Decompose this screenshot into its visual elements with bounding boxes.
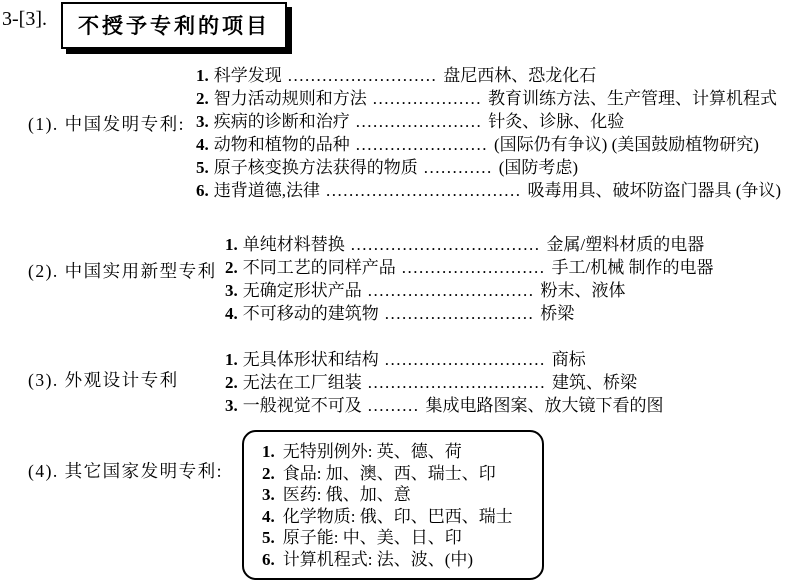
item-number: 2. bbox=[225, 373, 238, 392]
item-number: 1. bbox=[196, 66, 209, 85]
item-label: 不可移动的建筑物 bbox=[242, 304, 379, 323]
item-text: 食品: 加、澳、西、瑞士、印 bbox=[282, 463, 496, 483]
item-number: 5. bbox=[262, 528, 275, 547]
item-value: 桥梁 bbox=[540, 304, 575, 323]
item-number: 3. bbox=[262, 485, 275, 504]
dot-leader: ............................... bbox=[367, 373, 546, 392]
item-number: 4. bbox=[262, 506, 275, 526]
dot-leader: ............................. bbox=[367, 281, 535, 300]
item-label: 无确定形状产品 bbox=[242, 281, 362, 300]
list-item bbox=[225, 348, 664, 371]
list-item bbox=[196, 133, 781, 156]
item-value: 粉末、液体 bbox=[540, 281, 626, 300]
item-number: 3. bbox=[225, 396, 238, 415]
dot-leader: ...................... bbox=[355, 112, 483, 131]
section-2-label: (2). 中国实用新型专利 bbox=[28, 261, 217, 281]
dot-leader: ......... bbox=[367, 396, 420, 415]
dot-leader: ....................... bbox=[355, 135, 488, 154]
list-item bbox=[225, 256, 713, 279]
item-label: 疾病的诊断和治疗 bbox=[213, 112, 350, 131]
item-label: 单纯材料替换 bbox=[242, 235, 345, 254]
section-1-label: (1). 中国发明专利: bbox=[28, 114, 186, 134]
item-value: (国际仍有争议) (美国鼓励植物研究) bbox=[494, 135, 759, 154]
dot-leader: .......................... bbox=[287, 66, 438, 85]
dot-leader: ............ bbox=[423, 158, 493, 177]
list-item bbox=[262, 527, 542, 549]
outline-number: 3-[3]. bbox=[2, 8, 47, 30]
list-item bbox=[262, 484, 542, 506]
item-label: 动物和植物的品种 bbox=[213, 135, 350, 154]
item-value: 集成电路图案、放大镜下看的图 bbox=[425, 396, 664, 415]
item-text: 化学物质: 俄、印、巴西、瑞士 bbox=[282, 506, 513, 526]
item-text: 计算机程式: 法、波、(中) bbox=[282, 549, 474, 569]
list-item bbox=[196, 156, 781, 179]
item-number: 5. bbox=[196, 158, 209, 177]
section-3-label: (3). 外观设计专利 bbox=[28, 370, 179, 390]
item-value: 盘尼西林、恐龙化石 bbox=[443, 66, 597, 85]
section-2-items bbox=[225, 233, 713, 325]
item-label: 原子核变换方法获得的物质 bbox=[213, 158, 418, 177]
item-label: 无法在工厂组装 bbox=[242, 373, 362, 392]
list-item bbox=[262, 441, 542, 463]
section-1-items bbox=[196, 64, 781, 202]
item-value: 针灸、诊脉、化验 bbox=[488, 112, 625, 131]
item-label: 一般视觉不可及 bbox=[242, 396, 362, 415]
item-label: 智力活动规则和方法 bbox=[213, 89, 367, 108]
list-item bbox=[225, 279, 713, 302]
item-value: (国防考虑) bbox=[498, 158, 579, 177]
list-item bbox=[262, 463, 542, 485]
item-value: 商标 bbox=[551, 350, 586, 369]
dot-leader: ................... bbox=[372, 89, 482, 108]
list-item bbox=[225, 371, 664, 394]
dot-leader: ......................... bbox=[401, 258, 546, 277]
list-item bbox=[262, 549, 542, 571]
list-item bbox=[196, 110, 781, 133]
dot-leader: .................................. bbox=[326, 181, 522, 200]
item-number: 1. bbox=[262, 442, 275, 461]
item-text: 无特别例外: 英、德、荷 bbox=[282, 442, 462, 461]
list-item bbox=[225, 394, 664, 417]
dot-leader: ............................ bbox=[384, 350, 546, 369]
item-label: 无具体形状和结构 bbox=[242, 350, 379, 369]
item-value: 吸毒用具、破坏防盗门器具 (争议) bbox=[527, 181, 782, 200]
item-number: 4. bbox=[196, 135, 209, 154]
item-number: 2. bbox=[225, 258, 238, 277]
item-value: 教育训练方法、生产管理、计算机程式 bbox=[488, 89, 777, 108]
item-number: 2. bbox=[196, 89, 209, 108]
list-item bbox=[225, 233, 713, 256]
list-item bbox=[262, 506, 542, 528]
item-value: 建筑、桥梁 bbox=[552, 373, 637, 392]
section-3-items bbox=[225, 348, 664, 417]
item-value: 手工/机械 制作的电器 bbox=[551, 258, 714, 277]
page-title: 不授予专利的项目 bbox=[78, 14, 270, 38]
item-text: 医药: 俄、加、意 bbox=[282, 485, 411, 504]
item-value: 金属/塑料材质的电器 bbox=[546, 235, 705, 254]
list-item bbox=[196, 64, 781, 87]
title-box bbox=[61, 2, 287, 49]
list-item bbox=[225, 302, 713, 325]
item-label: 不同工艺的同样产品 bbox=[242, 258, 396, 277]
item-number: 4. bbox=[225, 304, 238, 323]
section-4-label: (4). 其它国家发明专利: bbox=[28, 461, 224, 481]
item-label: 科学发现 bbox=[213, 66, 282, 85]
item-number: 3. bbox=[196, 112, 209, 131]
item-label: 违背道德,法律 bbox=[213, 181, 320, 200]
item-number: 1. bbox=[225, 235, 238, 254]
item-text: 原子能: 中、美、日、印 bbox=[282, 528, 462, 547]
item-number: 6. bbox=[262, 549, 275, 569]
item-number: 1. bbox=[225, 350, 238, 369]
list-item bbox=[196, 179, 781, 202]
item-number: 3. bbox=[225, 281, 238, 300]
item-number: 6. bbox=[196, 181, 209, 200]
list-item bbox=[196, 87, 781, 110]
dot-leader: ................................. bbox=[350, 235, 541, 254]
other-countries-box bbox=[242, 430, 544, 580]
item-number: 2. bbox=[262, 463, 275, 483]
dot-leader: .......................... bbox=[384, 304, 535, 323]
